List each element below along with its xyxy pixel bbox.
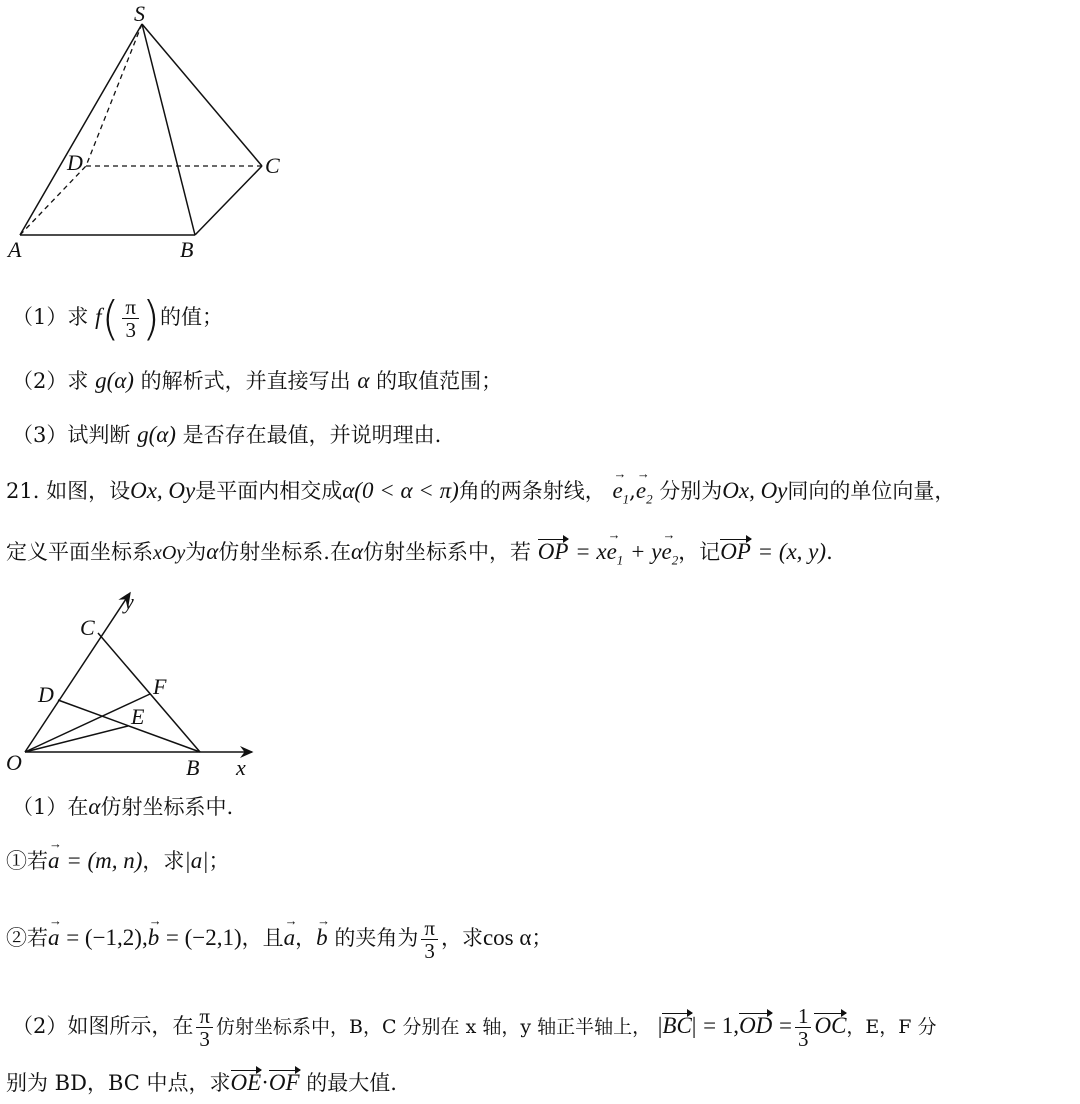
- q21-part3: 别为 BD，BC 中点，求OE·OF 的最大值.: [6, 1070, 397, 1095]
- q21-line2: 定义平面坐标系xOy为α仿射坐标系.在α仿射坐标系中，若 OP = $x\to e_1 + y\to e_2$，记OP = (x, y).: [6, 538, 833, 575]
- label-x: x: [236, 755, 246, 780]
- edge-sa: [20, 24, 142, 235]
- edge-ad-hidden: [20, 166, 86, 235]
- edge-bc: [195, 166, 262, 235]
- pi-over-3: $\frac{\pi}{3}$: [122, 296, 139, 341]
- vector-oc: OC: [814, 1013, 847, 1038]
- vector-bc: BC: [662, 1013, 692, 1038]
- q20-part2: （2）求 g(α) 的解析式，并直接写出 α 的取值范围；: [12, 368, 503, 393]
- q20-part3: （3）试判断 g(α) 是否存在最值，并说明理由.: [12, 422, 442, 447]
- vector-e2: → $e_2$: [636, 477, 653, 514]
- q21-part2: （2）如图所示，在 $\frac{\pi}{3}$ 仿射坐标系中，B，C 分别在 x 轴，y 轴正半轴上， |BC| = 1,OD = $\frac{1}{3}$ OC，E，F 分: [12, 1004, 937, 1051]
- q21-sub2: ②若→ a = (−1,2),→ b = (−2,1)，且→ a，→ b 的夹角为 $\frac{\pi}{3}$ ，求cos α；: [6, 917, 552, 962]
- label-o: O: [6, 750, 22, 775]
- label-d2: D: [38, 682, 54, 707]
- label-d: D: [67, 150, 83, 175]
- q21-line1: 21. 如图，设Ox, Oy是平面内相交成α(0 < α < π)角的两条射线， → $e_1,\to e_2$ 分别为Ox, Oy同向的单位向量，: [6, 477, 955, 514]
- q21-sub1: ①若→ a = (m, n)，求|a|；: [6, 847, 230, 875]
- label-y: y: [124, 589, 134, 614]
- label-c: C: [265, 153, 280, 178]
- func-f: f: [95, 304, 102, 329]
- label-c2: C: [80, 615, 95, 640]
- label-b2: B: [186, 755, 200, 780]
- vector-e1: → $e_1$: [612, 477, 629, 514]
- vector-oe: OE: [230, 1070, 262, 1095]
- segment-cb: [98, 633, 200, 752]
- label-s: S: [134, 1, 145, 26]
- label-a: A: [8, 237, 22, 262]
- vector-od: OD: [739, 1013, 773, 1038]
- vector-op: OP: [537, 539, 569, 564]
- pyramid-figure: [0, 0, 300, 262]
- q21-part1: （1）在α仿射坐标系中.: [12, 794, 234, 819]
- q20-part1: （1）求 f( $\frac{\pi}{3}$ )的值；: [12, 291, 223, 346]
- vector-op-2: OP: [720, 539, 751, 564]
- vector-of: OF: [268, 1070, 300, 1095]
- edge-sd-hidden: [86, 24, 142, 166]
- affine-figure: [0, 586, 280, 786]
- label-f: F: [153, 674, 167, 699]
- label-e: E: [131, 704, 145, 729]
- label-b: B: [180, 237, 194, 262]
